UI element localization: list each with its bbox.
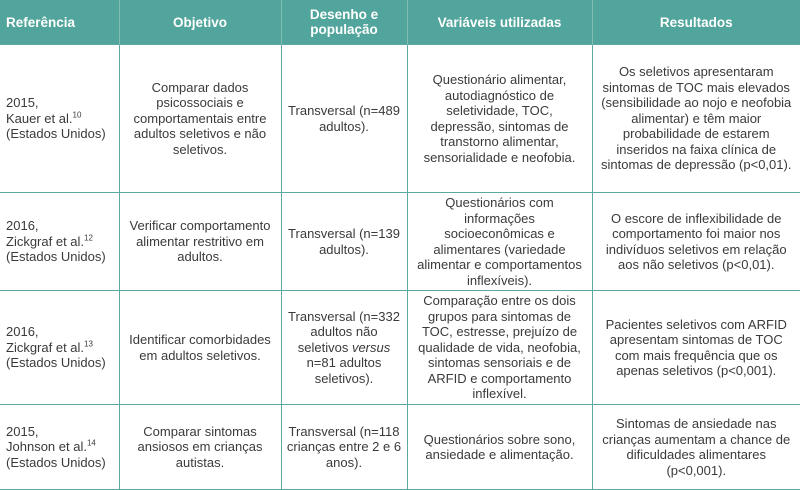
ref-year: 2015, — [6, 423, 39, 439]
cell-objetivo: Identificar comorbidades em adultos seletivos. — [119, 291, 281, 405]
desenho-text-a: Transversal (n=332 adultos não seletivos — [288, 308, 400, 355]
header-desenho: Desenho e população — [281, 0, 407, 45]
header-variaveis: Variáveis utilizadas — [407, 0, 592, 45]
ref-author: Johnson et al. — [6, 439, 87, 455]
table-header — [0, 0, 800, 45]
table-row — [0, 291, 800, 405]
ref-year: 2015, — [6, 95, 39, 111]
cell-resultados: Sintomas de ansiedade nas crianças aumentam a chance de dificuldades alimentares (p<0,001). — [592, 405, 800, 490]
cell-resultados: Os seletivos apresentaram sintomas de TOC mais elevados (sensibilidade ao nojo e neofobia alimentar) e têm maior probabilidade de estarem inseridos na faixa clínica de sintomas de depressão (p<0,01). — [592, 45, 800, 193]
ref-country: (Estados Unidos) — [6, 249, 106, 265]
desenho-versus: versus — [351, 339, 391, 355]
ref-country: (Estados Unidos) — [6, 355, 106, 371]
cell-variaveis: Questionário alimentar, autodiagnóstico de seletividade, TOC, depressão, sintomas de transtorno alimentar, sensorialidade e neofobia. — [407, 45, 592, 193]
table-row — [0, 45, 800, 193]
ref-country: (Estados Unidos) — [6, 454, 106, 470]
cell-objetivo: Comparar sintomas ansiosos em crianças autistas. — [119, 405, 281, 490]
ref-citation: 14 — [86, 438, 96, 448]
ref-author: Zickgraf et al. — [6, 233, 85, 249]
table-row — [0, 405, 800, 490]
cell-variaveis: Questionários sobre sono, ansiedade e alimentação. — [407, 405, 592, 490]
cell-resultados: Pacientes seletivos com ARFID apresentam sintomas de TOC com mais frequência que os apenas seletivos (p<0,001). — [592, 291, 800, 405]
cell-resultados: O escore de inflexibilidade de comportamento foi maior nos indivíduos seletivos em relação aos não seletivos (p<0,01). — [592, 193, 800, 291]
cell-desenho: Transversal (n=489 adultos). — [281, 45, 407, 193]
cell-variaveis: Comparação entre os dois grupos para sintomas de TOC, estresse, prejuízo de qualidade de vida, neofobia, sintomas sensoriais e de ARFID e comportamento inflexível. — [407, 291, 592, 405]
cell-objetivo: Comparar dados psicossociais e comportamentais entre adultos seletivos e não seletivos. — [119, 45, 281, 193]
ref-country: (Estados Unidos) — [6, 126, 106, 142]
header-objetivo: Objetivo — [119, 0, 281, 45]
cell-referencia — [0, 291, 119, 405]
table-row — [0, 193, 800, 291]
cell-objetivo: Verificar comportamento alimentar restritivo em adultos. — [119, 193, 281, 291]
desenho-text-b: n=81 adultos seletivos). — [306, 355, 382, 386]
header-row — [0, 0, 800, 45]
header-referencia: Referência — [0, 0, 119, 45]
cell-referencia — [0, 45, 119, 193]
cell-referencia — [0, 405, 119, 490]
cell-variaveis: Questionários com informações socioeconômicas e alimentares (variedade alimentar e comportamentos inflexíveis). — [407, 193, 592, 291]
cell-desenho — [281, 291, 407, 405]
ref-author: Kauer et al. — [6, 110, 73, 126]
ref-citation: 12 — [84, 233, 93, 243]
ref-year: 2016, — [6, 218, 39, 234]
ref-year: 2016, — [6, 324, 39, 340]
cell-desenho: Transversal (n=139 adultos). — [281, 193, 407, 291]
header-resultados: Resultados — [592, 0, 800, 45]
table-body — [0, 45, 800, 490]
cell-referencia — [0, 193, 119, 291]
ref-citation: 13 — [84, 339, 93, 349]
ref-author: Zickgraf et al. — [6, 339, 85, 355]
cell-desenho: Transversal (n=118 crianças entre 2 e 6 anos). — [281, 405, 407, 490]
ref-citation: 10 — [72, 110, 82, 120]
